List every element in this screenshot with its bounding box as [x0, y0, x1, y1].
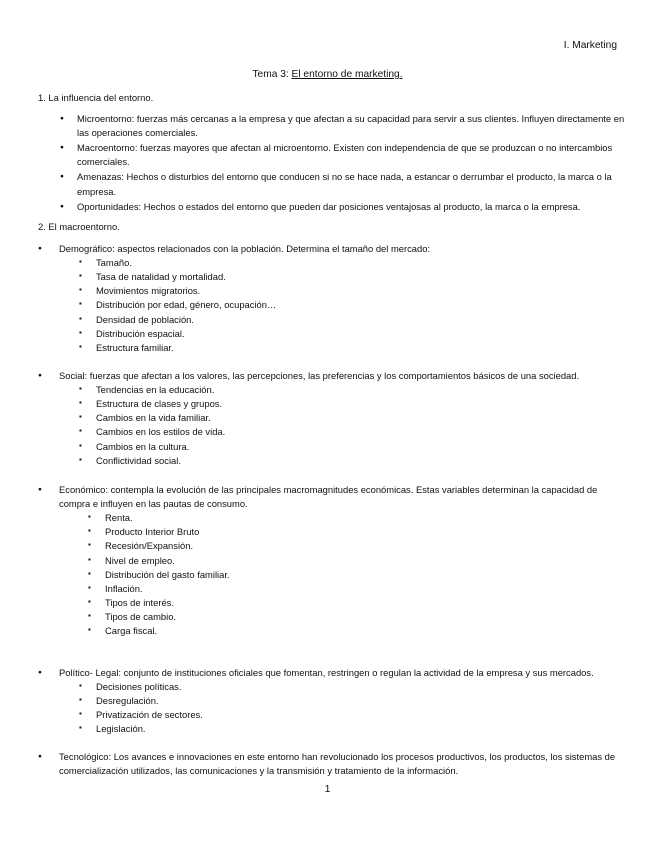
list-item: ▪ Distribución por edad, género, ocupación…	[79, 298, 628, 312]
demografico-sublist	[79, 256, 628, 355]
politico-sublist	[79, 680, 628, 736]
politico-block	[38, 666, 628, 737]
list-item: ▪ Cambios en la cultura.	[79, 440, 628, 454]
list-item: ▪ Estructura de clases y grupos.	[79, 397, 628, 411]
title-prefix: Tema 3:	[252, 69, 292, 80]
list-item: ▪ Decisiones políticas.	[79, 680, 628, 694]
list-item: ▪ Conflictividad social.	[79, 454, 628, 468]
list-item: ▪ Distribución espacial.	[79, 327, 628, 341]
list-item: ▪ Cambios en los estilos de vida.	[79, 425, 628, 439]
section-1-list	[60, 112, 625, 215]
page-number: 1	[324, 783, 331, 795]
list-item	[38, 369, 628, 468]
tecnologico-text: Tecnológico: Los avances e innovaciones en este entorno han revolucionado los procesos productivos, los productos, los sistemas de comercialización utilizados, las comunicaciones y la transmisión y tratamiento de la información.	[59, 751, 616, 777]
section-2-heading: 2. El macroentorno.	[38, 221, 120, 232]
course-label: I. Marketing	[563, 40, 617, 51]
politico-text: Político- Legal: conjunto de instituciones oficiales que fomentan, restringen o regulan la actividad de la empresa y sus mercados.	[59, 667, 594, 678]
list-item: ▪ Tipos de cambio.	[88, 610, 628, 624]
list-item	[38, 483, 628, 638]
economico-text: Económico: contempla la evolución de las principales macromagnitudes económicas. Estas variables determinan la capacidad de compra e influyen en las pautas de consumo.	[59, 484, 598, 510]
economico-sublist	[88, 511, 628, 638]
list-item	[38, 242, 628, 355]
social-block	[38, 369, 628, 468]
list-item: ▪ Inflación.	[88, 582, 628, 596]
economico-block	[38, 483, 628, 638]
list-item: ▪ Tasa de natalidad y mortalidad.	[79, 270, 628, 284]
list-item: ▪ Legislación.	[79, 722, 628, 736]
social-sublist	[79, 383, 628, 468]
social-text: Social: fuerzas que afectan a los valores, las percepciones, las preferencias y los comportamientos básicos de una sociedad.	[59, 370, 580, 381]
list-item	[38, 666, 628, 737]
tecnologico-block	[38, 750, 628, 778]
list-item: ▪ Carga fiscal.	[88, 624, 628, 638]
document-title	[0, 67, 655, 82]
title-underlined: El entorno de marketing.	[291, 69, 403, 80]
list-item: ● Amenazas: Hechos o disturbios del entorno que conducen si no se hace nada, a estancar o derrumbar el producto, la marca o la empresa.	[60, 170, 625, 198]
list-item: ▪ Cambios en la vida familiar.	[79, 411, 628, 425]
list-item: ● Macroentorno: fuerzas mayores que afectan al microentorno. Existen con independencia de que se produzcan o no intercambios comerciales.	[60, 141, 625, 169]
list-item: ▪ Producto Interior Bruto	[88, 525, 628, 539]
list-item: ▪ Tendencias en la educación.	[79, 383, 628, 397]
demografico-block	[38, 242, 628, 355]
list-item: ● Oportunidades: Hechos o estados del entorno que pueden dar posiciones ventajosas al producto, la marca o la empresa.	[60, 200, 625, 214]
list-item: ▪ Privatización de sectores.	[79, 708, 628, 722]
list-item: ▪ Desregulación.	[79, 694, 628, 708]
list-item: ▪ Movimientos migratorios.	[79, 284, 628, 298]
demografico-text: Demográfico: aspectos relacionados con la población. Determina el tamaño del mercado:	[59, 243, 431, 254]
list-item: ▪ Nivel de empleo.	[88, 554, 628, 568]
list-item: ● Microentorno: fuerzas más cercanas a la empresa y que afectan a su capacidad para servir a sus clientes. Influyen directamente en las operaciones comerciales.	[60, 112, 625, 140]
list-item	[38, 750, 628, 778]
section-1-heading: 1. La influencia del entorno.	[38, 92, 154, 103]
list-item: ▪ Estructura familiar.	[79, 341, 628, 355]
list-item: ▪ Tamaño.	[79, 256, 628, 270]
list-item: ▪ Recesión/Expansión.	[88, 539, 628, 553]
list-item: ▪ Tipos de interés.	[88, 596, 628, 610]
list-item: ▪ Renta.	[88, 511, 628, 525]
list-item: ▪ Distribución del gasto familiar.	[88, 568, 628, 582]
list-item: ▪ Densidad de población.	[79, 313, 628, 327]
